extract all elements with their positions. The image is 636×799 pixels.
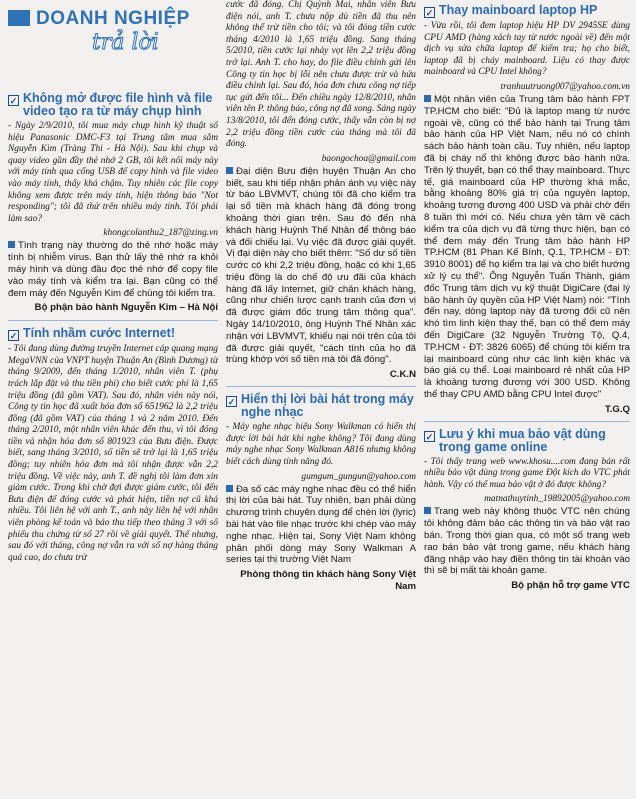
checkbox-icon: ✓: [9, 96, 18, 106]
reader-question: - Vừa rồi, tôi đem laptop hiệu HP DV 2945SE dùng CPU AMD (hàng xách tay từ nước ngoài về) đến một dịch vụ sửa chữa laptop để kiểm tra; họ cho biết, laptop đã bị cháy mainboard. Liệu có thay được mainboard và CPU Intel không?: [424, 21, 630, 78]
article-title: Lưu ý khi mua bảo vật dùng trong game online: [439, 426, 606, 454]
signature: Bộ phận hỗ trợ game VTC: [511, 580, 630, 592]
answer: [424, 94, 630, 401]
article-heading: [424, 4, 630, 18]
column-left: [8, 0, 218, 799]
reader-question: - Ngày 2/9/2010, tôi mua máy chụp hình kỹ thuật số hiệu Panasonic DMC-F3 tại Trung tâm mua sắm Nguyễn Kim (Tràng Thi - Hà Nội). Sau khi chụp và quay video gần đầy thẻ nhớ 2 GB, tôi kết nối máy này với máy tính qua cổng USB để copy hình và file video vào máy tính, thấy khá chậm. Tuy nhiên các file copy không xem được trên máy tính, hiện thông báo "Not responding"; tôi đã thử trên nhiều máy tính. Tôi phải làm sao?: [8, 121, 218, 224]
article-title: Không mở được file hình và file video tạo ra từ máy chụp hình: [23, 91, 213, 118]
divider: [226, 386, 416, 387]
answer-text: Đa số các máy nghe nhạc đều có thể hiển thị lời của bài hát. Tuy nhiên, bạn phải dùng chương trình chuyên dụng để chèn lời (lyric) bài hát vào file nhạc trước khi chép vào máy nghe nhạc. Hiện tại, Sony Việt Nam không phân phối dòng máy Sony Walkman A series tại thị trường Việt Nam: [226, 483, 416, 566]
bullet-icon: [8, 241, 15, 248]
reader-question: - Tôi đang dùng đường truyền Internet cáp quang mạng MegaVNN của VNPT huyện Thuận An (Bình Dương) từ tháng 9/2009, đến tháng 1/2010, nhân viên T. (phụ trách lắp đặt và thu tiền phí) cho biết cước phí là 1,65 triệu đồng (đã gồm VAT). Sau đó, nhân viên này nói, Công ty tin học đã xuất hóa đơn số 651962 là 2,2 triệu đồng (đã gồm VAT) của tháng 1 và 2 năm 2010. Đến tháng 2/2010, một nhân viên khác đến thu, vì tôi đóng tiền và nhận hóa đơn số 801923 của Bưu điện. Được biết, sang tháng 3/2010, số tiền sẽ trở lại là 1,65 triệu đồng; tuy nhiên hóa đơn mà tôi nhận được vẫn 2,2 triệu đồng. Về việc này, anh T. đề nghị tôi làm đơn xin giảm cước. Trong khi chờ đợi được giảm cước, tôi đến Bưu điện để đóng cước và phát hiện, tiền nợ cũ khá nhiều. Tôi liên hệ với anh T., anh này liên hệ với nhân viên phòng kế toán và báo thu tiếp theo tháng 3 với số phiếu thu chứng từ số 27 rồi về giải quyết. Thế nhưng, sau đó với tháng, công nợ vẫn ra với số nợ hàng tháng quá cao, do chưa trừ: [8, 344, 218, 563]
answer-text: Một nhân viên của Trung tâm bảo hành FPT TP.HCM cho biết: "Đủ là laptop mang từ nước ngoài về, cũng có thể bảo hành tại Trung tâm bảo hành của HP Việt Nam, nếu nó có chính sách bảo hành toàn cầu. Tuy nhiên, nếu laptop đã bị cháy nổ thì không được bảo hành nữa. Trên lý thuyết, bạn có thể thay mainboard. Thực tế, giá mainboard của HP thường khá mắc, bằng khoảng 80% giá trị của nguyên laptop, khoảng tương đương 400 USD và phải chờ đến 8 tuần thì mới có. Nếu chưa yên tâm về cách kiểm tra của dịch vụ đã từng thực hiện, bạn có thể đem máy đến Trung tâm bảo hành HP TP.HCM (81 Phan Kế Bính, Q.1, TP.HCM - ĐT: 3910 8001) để họ kiểm tra lại và cho biết hướng xử lý cụ thể". Ông Nguyễn Tuấn Thành, giám đốc Trung tâm dịch vụ kỹ thuật DigiCare (đại lý bảo hành ủy quyền của HP Việt Nam) nói: "Tính đến nay, dòng laptop này đã tương đối cũ nên khó tìm linh kiện thay thế, bạn có thể đem máy đến DigiCare (32 Nguyễn Trường Tộ, Q.4, TP.HCM - ĐT: 3826 6065) để chúng tôi kiểm tra lại mainboard cùng như các linh kiện khác và báo giá cụ thể. Loại mainboard rẻ nhất của HP là khoảng tương đương với 300 USD. Không thể thay CPU AMD bằng CPU Intel được": [424, 93, 630, 400]
checkbox-icon: ✓: [9, 331, 18, 342]
column-right: [424, 0, 630, 799]
article-title: Thay mainboard laptop HP: [439, 3, 598, 17]
signature: Bộ phận bảo hành Nguyễn Kim – Hà Nội: [34, 302, 218, 314]
column-middle: [226, 0, 416, 799]
checkbox-icon: ✓: [425, 8, 434, 18]
article-heading: [226, 393, 416, 419]
article-heading: [8, 92, 218, 118]
answer-text: Trang web này không thuộc VTC nên chúng tôi không đảm bảo các thông tin và bảo vật rao bán. Trong thời gian qua, có một số trang web rao bán bảo vật trong game, nếu khách hàng đăng nhập vào hay điền thông tin tài khoản vào thì sẽ bị mất tài khoản game.: [424, 506, 630, 577]
reader-question-continued: cước đã đóng. Chị Quỳnh Mai, nhân viên Bưu điện nói, anh T. chưa nộp dù tiền đã thu nên không thể trừ tiền cho tôi; và tôi đóng tiền cước tháng 4/2010 là 1,65 triệu đồng. Sang tháng 5/2010, tiền cước lại nhảy vọt lên 2,2 triệu đồng trở lại. Anh T. cho hay, do file điều chỉnh gửi lên Công ty tin học bị lỗi nên chưa được trừ và hứa điều chỉnh lại. Sau đó, hóa đơn chưa công nợ tiếp tục gửi đến tôi... Đến chiều ngày 12/8/2010, nhân viên tên P. thông báo, công nợ đã xong. Sáng ngày 13/8/2010, tôi đến đóng cước, thấy vẫn còn bị nợ 2,2 triệu đồng tiền cước của tháng mà tôi đã đóng.: [226, 0, 416, 150]
reader-email: gumgum_gungun@yahoo.com: [301, 471, 416, 482]
signature: Phòng thông tin khách hàng Sony Việt Nam: [240, 569, 416, 593]
reader-email: tranhuutruong007@yahoo.com.vn: [500, 81, 630, 92]
masthead-title: DOANH NGHIỆP: [36, 8, 190, 29]
masthead-subtitle: trả lời: [92, 30, 159, 55]
divider: [8, 320, 218, 321]
answer: [226, 166, 416, 367]
reader-question: - Tôi thấy trang web www.khosu....com đang bán rất nhiều bảo vật dùng trong game Đột kích do VTC phát hành. Vậy có thể mua bảo vật ở đó được không?: [424, 456, 630, 490]
bullet-icon: [424, 95, 431, 102]
article-title: Hiển thị lời bài hát trong máy nghe nhạc: [241, 392, 414, 420]
reader-question: - Máy nghe nhạc hiệu Sony Walkman có hiển thị được lời bài hát khi nghe không? Tôi đang dùng máy nghe nhạc Sony Walkman A816 nhưng không biết cách dùng tính năng đó.: [226, 422, 416, 468]
divider: [424, 421, 630, 422]
checkbox-icon: ✓: [227, 397, 236, 408]
reader-email: khongcolanthu2_187@zing.vn: [103, 228, 218, 239]
answer: [8, 240, 218, 299]
answer-text: Đại diện Bưu điện huyện Thuận An cho biết, sau khi tiếp nhận phản ánh vụ việc này từ báo LBVMVT, chúng tôi đã cho kiểm tra lại số tiền mà khách hàng đã đóng trong khoảng thời gian trên. Sau đó đến nhà khách hàng Huỳnh Thế Nhân để thông báo và đối chiếu lại. Vụ việc đã được giải quyết. Vị đại diện này cho biết thêm: "Số dư số tiền cước có khi 2,2 triệu đồng, hoặc có khi 1,65 triệu đồng là do chế độ ưu đãi của khách hàng đã lấy Internet, giữ chân khách hàng, cũng như chiến lược cạnh tranh của đơn vị đã được giám đốc trung tâm thông qua". Ngày 14/10/2010, ông Huỳnh Thế Nhân xác nhận với LBVMVT, khiếu nại nói trên của tôi đã được giải quyết, "cách tính của họ đã trùng khớp với số tiền mà tôi đã đóng".: [226, 165, 416, 366]
reader-email: baongochoa@gmail.com: [321, 153, 416, 164]
bullet-icon: [424, 507, 431, 514]
article-title: Tính nhầm cước Internet!: [23, 326, 175, 341]
bullet-icon: [226, 485, 233, 492]
article-heading: [8, 327, 218, 341]
signature: C.K.N: [389, 369, 416, 381]
masthead-bar: [8, 10, 30, 26]
answer: [226, 484, 416, 567]
answer-text: Tình trạng này thường do thẻ nhớ hoặc máy tính bị nhiễm virus. Bạn thử lấy thẻ nhớ ra khỏi máy hình và dùng đầu đọc thẻ nhớ để copy file vào máy tính và kiểm tra lại. Bạn cũng có thể đem máy đến Nguyễn Kim để chúng tôi kiểm tra.: [8, 240, 218, 299]
bullet-icon: [226, 167, 233, 174]
signature: T.G.Q: [604, 403, 630, 415]
reader-email: matnathuytinh_19892005@yahoo.com: [484, 494, 630, 505]
article-heading: [424, 428, 630, 454]
answer: [424, 506, 630, 577]
checkbox-icon: ✓: [425, 431, 434, 442]
masthead: [8, 0, 218, 88]
